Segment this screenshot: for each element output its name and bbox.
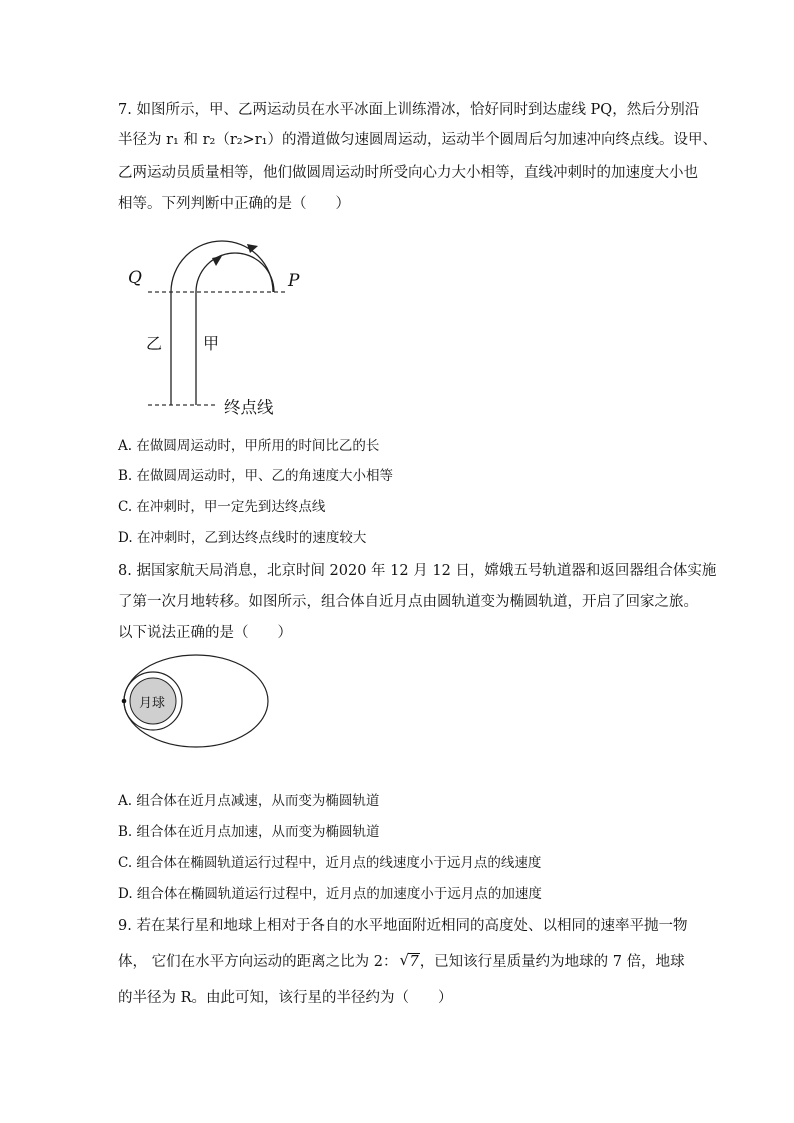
q8-line-1: 8. 据国家航天局消息，北京时间 2020 年 12 月 12 日，嫦娥五号轨道器和返回器组合体实施 (118, 563, 717, 579)
label-q: Q (128, 268, 142, 288)
q8-option-b: B. 组合体在近月点加速，从而变为椭圆轨道 (118, 824, 380, 840)
q8-option-a: A. 组合体在近月点减速，从而变为椭圆轨道 (118, 793, 380, 809)
q7-option-d: D. 在冲刺时，乙到达终点线时的速度较大 (118, 530, 367, 546)
q8-option-d: D. 组合体在椭圆轨道运行过程中，近月点的加速度小于远月点的加速度 (118, 886, 542, 902)
q7-line-2: 半径为 r₁ 和 r₂（r₂>r₁）的滑道做匀速圆周运动，运动半个圆周后匀加速冲向终点线。设甲、 (118, 132, 717, 148)
q7-line-3: 乙两运动员质量相等，他们做圆周运动时所受向心力大小相等，直线冲刺时的加速度大小也 (118, 165, 698, 181)
q7-option-c: C. 在冲刺时，甲一定先到达终点线 (118, 499, 326, 515)
q9-line-3: 的半径为 R。由此可知，该行星的半径约为（ ） (118, 990, 453, 1006)
label-moon: 月球 (139, 696, 166, 711)
q8-line-3: 以下说法正确的是（ ） (118, 625, 292, 641)
q7-line-1: 7. 如图所示，甲、乙两运动员在水平冰面上训练滑冰，恰好同时到达虚线 PQ，然后分别沿 (118, 102, 700, 118)
q7-line-4: 相等。下列判断中正确的是（ ） (118, 196, 350, 212)
label-yi: 乙 (146, 334, 163, 353)
q8-line-2: 了第一次月地转移。如图所示，组合体自近月点由圆轨道变为椭圆轨道，开启了回家之旅。 (118, 594, 698, 610)
q7-option-b: B. 在做圆周运动时，甲、乙的角速度大小相等 (118, 468, 394, 484)
sqrt-radicand: 7 (409, 954, 419, 970)
label-p: P (288, 271, 300, 291)
q7-option-a: A. 在做圆周运动时，甲所用的时间比乙的长 (118, 438, 380, 454)
sqrt-expression (399, 952, 419, 972)
sqrt-sign: √ (399, 951, 410, 969)
label-finish-line: 终点线 (224, 398, 274, 417)
q9-line-2-post: ，已知该行星质量约为地球的 7 倍，地球 (419, 954, 685, 970)
q8-option-c: C. 组合体在椭圆轨道运行过程中，近月点的线速度小于远月点的线速度 (118, 855, 542, 871)
q9-line-1: 9. 若在某行星和地球上相对于各自的水平地面附近相同的高度处、以相同的速率平抛一物 (118, 918, 688, 934)
q9-line-2-pre: 体， 它们在水平方向运动的距离之比为 2： (118, 954, 398, 970)
q9-line-2 (118, 952, 685, 972)
label-jia: 甲 (203, 334, 220, 353)
